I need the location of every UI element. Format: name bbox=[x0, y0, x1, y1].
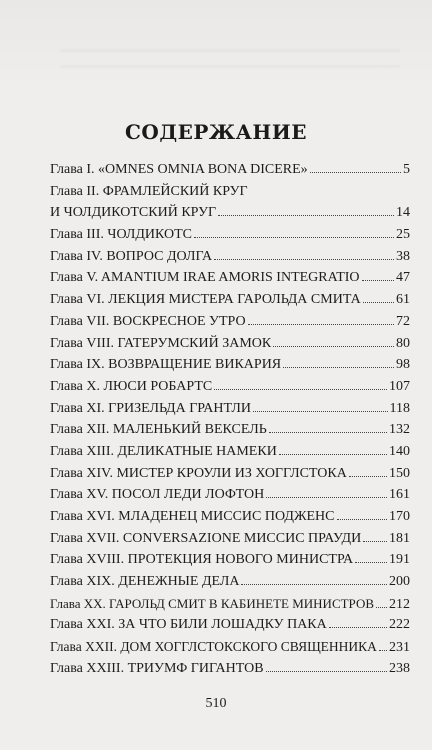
page-number: 61 bbox=[396, 292, 410, 308]
dot-leader bbox=[241, 583, 387, 585]
dot-leader bbox=[194, 236, 394, 238]
chapter-title: Глава VI. ЛЕКЦИЯ МИСТЕРА ГАРОЛЬДА СМИТА bbox=[50, 292, 361, 308]
toc-entry bbox=[50, 571, 410, 593]
page-number: 170 bbox=[389, 509, 410, 525]
page-number: 231 bbox=[389, 640, 410, 656]
page-number: 200 bbox=[389, 574, 410, 590]
toc-entry bbox=[50, 614, 410, 636]
dot-leader bbox=[269, 431, 387, 433]
toc-line bbox=[50, 571, 410, 593]
chapter-title: Глава IV. ВОПРОС ДОЛГА bbox=[50, 248, 213, 264]
toc-line bbox=[50, 549, 410, 571]
chapter-title: Глава XX. ГАРОЛЬД СМИТ В КАБИНЕТЕ МИНИСТРОВ bbox=[50, 595, 375, 611]
toc-entry bbox=[50, 636, 410, 658]
dot-leader bbox=[376, 606, 387, 608]
toc-entry bbox=[50, 484, 410, 506]
chapter-title-line1: Глава II. ФРАМЛЕЙСКИЙ КРУГ bbox=[50, 183, 248, 199]
toc-line bbox=[50, 614, 410, 636]
chapter-title-line2: И ЧОЛДИКОТСКИЙ КРУГ bbox=[50, 205, 217, 221]
chapter-title: Глава XIII. ДЕЛИКАТНЫЕ НАМЕКИ bbox=[50, 443, 277, 459]
dot-leader bbox=[273, 345, 394, 347]
toc-line bbox=[50, 311, 410, 333]
chapter-title: Глава XXII. ДОМ ХОГГЛСТОКСКОГО СВЯЩЕННИКА bbox=[50, 639, 377, 655]
chapter-title: Глава VII. ВОСКРЕСНОЕ УТРО bbox=[50, 313, 246, 329]
page-number: 161 bbox=[389, 487, 410, 503]
page-number: 14 bbox=[396, 205, 410, 221]
chapter-title: Глава XIV. МИСТЕР КРОУЛИ ИЗ ХОГГЛСТОКА bbox=[50, 465, 347, 481]
dot-leader bbox=[283, 366, 394, 368]
chapter-title: Глава XXI. ЗА ЧТО БИЛИ ЛОШАДКУ ПАКА bbox=[50, 617, 327, 633]
toc-line bbox=[50, 159, 410, 181]
toc-entry bbox=[50, 658, 410, 680]
toc-line bbox=[50, 224, 410, 246]
chapter-title: Глава XV. ПОСОЛ ЛЕДИ ЛОФТОН bbox=[50, 487, 265, 503]
dot-leader bbox=[310, 171, 401, 173]
dot-leader bbox=[218, 214, 394, 216]
chapter-title: Глава XVI. МЛАДЕНЕЦ МИССИС ПОДЖЕНС bbox=[50, 509, 335, 525]
page-number: 238 bbox=[389, 660, 410, 676]
page-number: 181 bbox=[389, 530, 410, 546]
chapter-title: Глава XXIII. ТРИУМФ ГИГАНТОВ bbox=[50, 660, 264, 676]
chapter-title: Глава XVIII. ПРОТЕКЦИЯ НОВОГО МИНИСТРА bbox=[50, 552, 354, 568]
toc-entry bbox=[50, 159, 410, 181]
toc-line bbox=[50, 376, 410, 398]
toc-entry bbox=[50, 333, 410, 355]
dot-leader bbox=[248, 323, 394, 325]
chapter-title: Глава IX. ВОЗВРАЩЕНИЕ ВИКАРИЯ bbox=[50, 357, 282, 373]
toc-line bbox=[50, 658, 410, 680]
toc-entry bbox=[50, 463, 410, 485]
dot-leader bbox=[279, 453, 387, 455]
dot-leader bbox=[214, 258, 394, 260]
toc-entry bbox=[50, 398, 410, 420]
toc-entry bbox=[50, 528, 410, 550]
page-number: 132 bbox=[389, 422, 410, 438]
chapter-title: Глава I. «OMNES OMNIA BONA DICERE» bbox=[50, 162, 308, 177]
chapter-title: Глава XVII. CONVERSAZIONE МИССИС ПРАУДИ bbox=[50, 530, 362, 546]
page-number: 191 bbox=[389, 552, 410, 568]
toc-entry bbox=[50, 289, 410, 311]
dot-leader bbox=[349, 475, 387, 477]
page-title: СОДЕРЖАНИЕ bbox=[125, 120, 307, 144]
dot-leader bbox=[337, 518, 388, 520]
toc-line bbox=[50, 593, 410, 615]
page-number: 212 bbox=[389, 596, 410, 612]
dot-leader bbox=[355, 561, 387, 563]
show-through-text bbox=[60, 42, 400, 82]
page-number: 38 bbox=[396, 248, 410, 264]
dot-leader bbox=[266, 670, 387, 672]
toc-line bbox=[50, 528, 410, 550]
dot-leader bbox=[363, 540, 387, 542]
toc-line bbox=[50, 246, 410, 268]
page-number: 25 bbox=[396, 227, 410, 243]
dot-leader bbox=[329, 626, 387, 628]
chapter-title: Глава X. ЛЮСИ РОБАРТС bbox=[50, 378, 213, 394]
page-number: 98 bbox=[396, 357, 410, 373]
page-number: 80 bbox=[396, 335, 410, 351]
toc-entry bbox=[50, 549, 410, 571]
chapter-title: Глава XIX. ДЕНЕЖНЫЕ ДЕЛА bbox=[50, 574, 240, 590]
toc-entry bbox=[50, 181, 410, 224]
chapter-title: Глава III. ЧОЛДИКОТС bbox=[50, 227, 193, 243]
toc-line bbox=[50, 506, 410, 528]
chapter-title: Глава XI. ГРИЗЕЛЬДА ГРАНТЛИ bbox=[50, 400, 251, 416]
toc-line bbox=[50, 333, 410, 355]
page-number: 140 bbox=[389, 443, 410, 459]
page-number: 150 bbox=[389, 465, 410, 481]
toc-line bbox=[50, 202, 410, 224]
dot-leader bbox=[362, 279, 394, 281]
toc-entry bbox=[50, 224, 410, 246]
page-number: 47 bbox=[396, 270, 410, 286]
page-folio-number: 510 bbox=[205, 696, 227, 711]
page-number: 222 bbox=[389, 617, 410, 633]
toc-entry bbox=[50, 441, 410, 463]
toc-entry bbox=[50, 246, 410, 268]
page-number: 118 bbox=[389, 400, 410, 416]
chapter-title: Глава VIII. ГАТЕРУМСКИЙ ЗАМОК bbox=[50, 335, 272, 351]
dot-leader bbox=[363, 301, 394, 303]
toc-line bbox=[50, 636, 410, 658]
dot-leader bbox=[214, 388, 387, 390]
toc-entry bbox=[50, 376, 410, 398]
toc-entry bbox=[50, 267, 410, 289]
page-number: 107 bbox=[389, 378, 410, 394]
toc-entry bbox=[50, 593, 410, 615]
chapter-title: Глава XII. МАЛЕНЬКИЙ ВЕКСЕЛЬ bbox=[50, 422, 267, 438]
dot-leader bbox=[253, 410, 388, 412]
toc-line bbox=[50, 267, 410, 289]
toc-line bbox=[50, 484, 410, 506]
dot-leader bbox=[379, 649, 387, 651]
toc-line bbox=[50, 441, 410, 463]
toc-entry bbox=[50, 419, 410, 441]
toc-entry bbox=[50, 354, 410, 376]
toc-line bbox=[50, 289, 410, 311]
page-number: 72 bbox=[396, 313, 410, 329]
toc-entry bbox=[50, 506, 410, 528]
page-number: 5 bbox=[403, 162, 410, 177]
table-of-contents bbox=[50, 159, 410, 680]
toc-line bbox=[50, 354, 410, 376]
toc-line bbox=[50, 463, 410, 485]
chapter-title: Глава V. AMANTIUM IRAE AMORIS INTEGRATIO bbox=[50, 270, 360, 286]
toc-entry bbox=[50, 311, 410, 333]
toc-line bbox=[50, 398, 410, 420]
toc-line bbox=[50, 419, 410, 441]
dot-leader bbox=[266, 496, 387, 498]
